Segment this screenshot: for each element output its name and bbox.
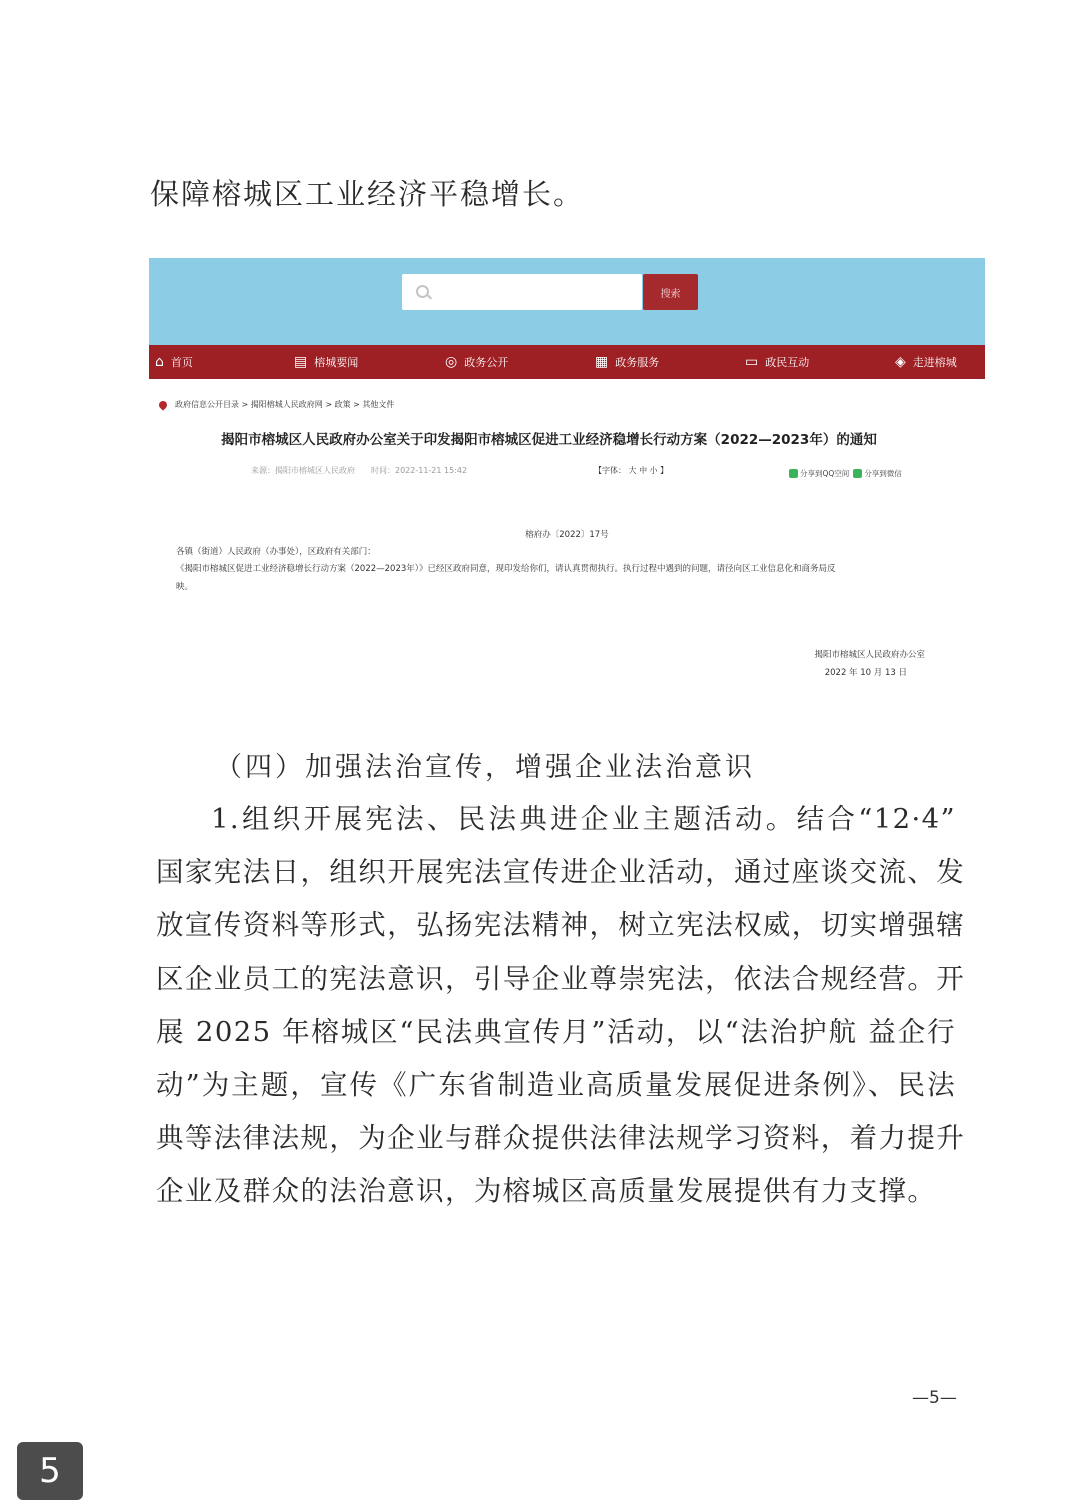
top-text-line: 保障榕城区工业经济平稳增长。 — [150, 177, 585, 211]
document-number: 榕府办〔2022〕17号 — [525, 530, 609, 540]
paragraph-line: 企业及群众的法治意识，为榕城区高质量发展提供有力支撑。 — [156, 1175, 937, 1208]
qzone-icon — [789, 469, 798, 478]
paragraph-line: 区企业员工的宪法意识，引导企业尊崇宪法，依法合规经营。开 — [156, 962, 966, 995]
page-badge[interactable]: 5 — [17, 1442, 83, 1500]
paragraph-line: 典等法律法规，为企业与群众提供法律法规学习资料，着力提升 — [156, 1122, 966, 1155]
share-qq-link[interactable]: 分享到QQ空间 — [800, 469, 850, 478]
addressee-line: 各镇（街道）人民政府（办事处），区政府有关部门： — [176, 547, 376, 557]
target-icon: ◎ — [445, 354, 458, 370]
document-icon: ▤ — [294, 354, 308, 370]
site-navbar — [149, 345, 985, 379]
signature-org: 揭阳市榕城区人民政府办公室 — [814, 650, 925, 660]
nav-item-label: 政民互动 — [765, 356, 810, 369]
nav-item-about[interactable] — [895, 345, 957, 379]
nav-item-public[interactable] — [445, 345, 508, 379]
nav-item-services[interactable] — [595, 345, 659, 379]
paragraph-line: 动”为主题，宣传《广东省制造业高质量发展促进条例》、民法 — [156, 1069, 956, 1102]
article-time: 时间：2022-11-21 15:42 — [371, 466, 468, 475]
section-heading: （四）加强法治宣传，增强企业法治意识 — [215, 752, 755, 783]
nav-item-label: 榕城要闻 — [314, 356, 359, 369]
embedded-webpage-screenshot — [149, 258, 985, 698]
nav-item-label: 政务公开 — [464, 356, 509, 369]
layers-icon: ◈ — [895, 354, 906, 370]
article-source: 来源：揭阳市榕城区人民政府 — [251, 466, 355, 475]
article-title: 揭阳市榕城区人民政府办公室关于印发揭阳市榕城区促进工业经济稳增长行动方案（2022—2023年）的通知 — [221, 432, 877, 448]
page-number: —5— — [912, 1388, 957, 1408]
paragraph-line: 展 2025 年榕城区“民法典宣传月”活动，以“法治护航 益企行 — [156, 1015, 956, 1048]
location-pin-icon — [157, 399, 168, 410]
nav-item-home[interactable] — [155, 345, 193, 379]
paragraph-line: 放宣传资料等形式，弘扬宪法精神，树立宪法权威，切实增强辖 — [156, 909, 966, 942]
search-button[interactable]: 搜索 — [643, 274, 698, 310]
font-size-selector[interactable]: 【字体： 大 中 小 】 — [594, 466, 669, 475]
doc-body-line: 《揭阳市榕城区促进工业经济稳增长行动方案（2022—2023年）》已经区政府同意，现印发给你们，请认真贯彻执行。执行过程中遇到的问题，请径向区工业信息化和商务局反 — [176, 564, 836, 574]
grid-icon: ▦ — [595, 354, 609, 370]
share-links — [789, 468, 902, 479]
paragraph-line: 1.组织开展宪法、民法典进企业主题活动。结合“12·4” — [211, 803, 956, 835]
nav-item-interaction[interactable] — [745, 345, 809, 379]
wechat-icon — [853, 469, 862, 478]
body-paragraph — [156, 793, 966, 1219]
nav-item-label: 首页 — [170, 356, 193, 369]
paragraph-line: 国家宪法日，组织开展宪法宣传进企业活动，通过座谈交流、发 — [156, 856, 966, 889]
signature-date: 2022 年 10 月 13 日 — [824, 668, 907, 678]
chat-icon: ▭ — [745, 354, 759, 370]
doc-body-line: 映。 — [176, 582, 194, 592]
share-wechat-link[interactable]: 分享到微信 — [864, 469, 902, 478]
search-input[interactable] — [402, 274, 642, 310]
nav-item-label: 走进榕城 — [912, 356, 957, 369]
breadcrumb — [159, 399, 394, 410]
site-banner — [149, 258, 985, 345]
home-icon: ⌂ — [155, 354, 164, 370]
nav-item-label: 政务服务 — [615, 356, 660, 369]
nav-item-news[interactable] — [294, 345, 358, 379]
breadcrumb-text[interactable]: 政府信息公开目录 > 揭阳榕城人民政府网 > 政策 > 其他文件 — [175, 400, 395, 409]
search-icon — [416, 285, 429, 298]
